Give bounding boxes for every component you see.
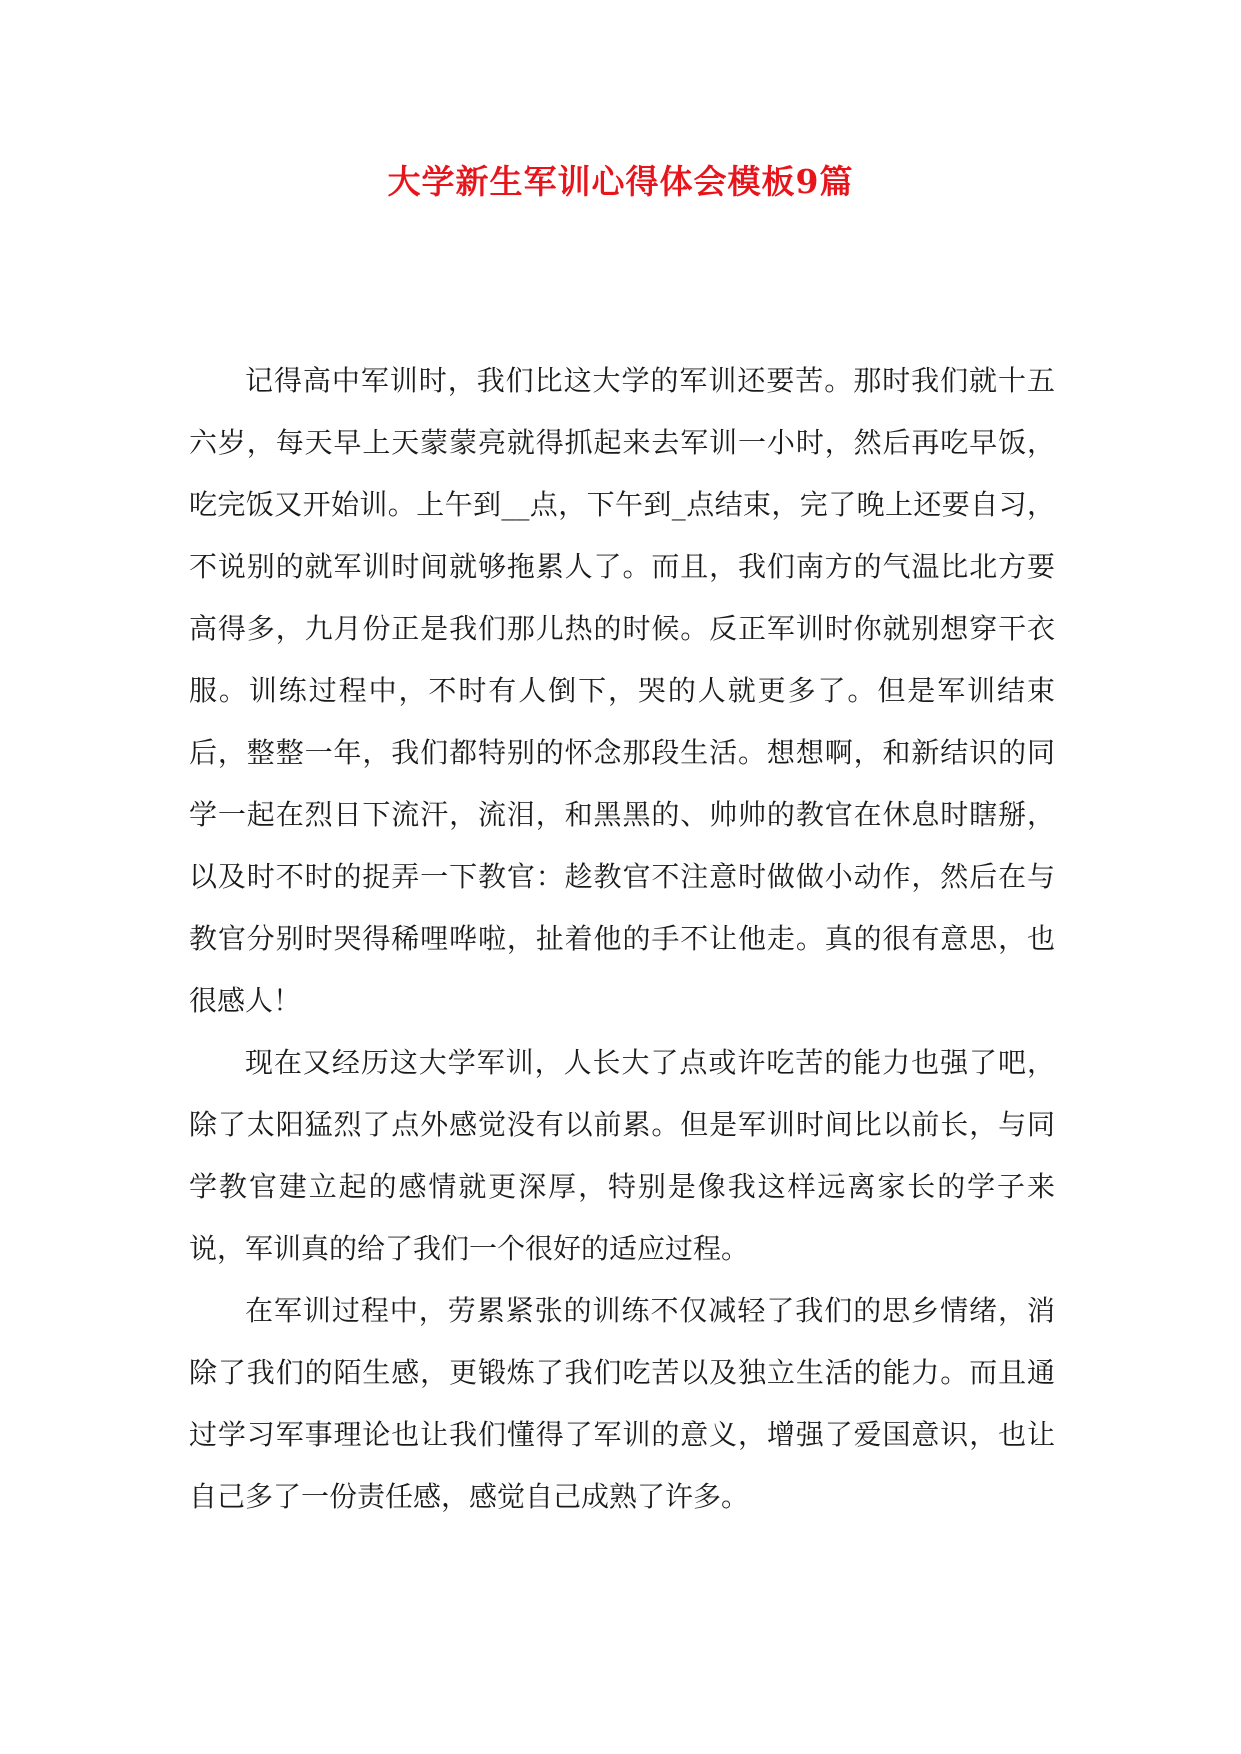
paragraph-3: 在军训过程中，劳累紧张的训练不仅减轻了我们的思乡情绪，消除了我们的陌生感，更锻炼了我们吃苦以及独立生活的能力。而且通过学习军事理论也让我们懂得了军训的意义，增强了爱国意识，也让自己多了一份责任感，感觉自己成熟了许多。 xyxy=(189,1294,1055,1513)
paragraph-1: 记得高中军训时，我们比这大学的军训还要苦。那时我们就十五六岁，每天早上天蒙蒙亮就得抓起来去军训一小时，然后再吃早饭，吃完饭又开始训。上午到__点，下午到_点结束，完了晚上还要自习，不说别的就军训时间就够拖累人了。而且，我们南方的气温比北方要高得多，九月份正是我们那儿热的时候。反正军训时你就别想穿干衣服。训练过程中，不时有人倒下，哭的人就更多了。但是军训结束后，整整一年，我们都特别的怀念那段生活。想想啊，和新结识的同学一起在烈日下流汗，流泪，和黑黑的、帅帅的教官在休息时瞎掰，以及时不时的捉弄一下教官：趁教官不注意时做做小动作，然后在与教官分别时哭得稀哩哗啦，扯着他的手不让他走。真的很有意思，也很感人！ xyxy=(189,364,1055,1017)
paragraph-2: 现在又经历这大学军训，人长大了点或许吃苦的能力也强了吧，除了太阳猛烈了点外感觉没有以前累。但是军训时间比以前长，与同学教官建立起的感情就更深厚，特别是像我这样远离家长的学子来说，军训真的给了我们一个很好的适应过程。 xyxy=(189,1046,1055,1265)
document-body xyxy=(189,350,1055,1528)
document-title: 大学新生军训心得体会模板9篇 xyxy=(387,162,854,201)
